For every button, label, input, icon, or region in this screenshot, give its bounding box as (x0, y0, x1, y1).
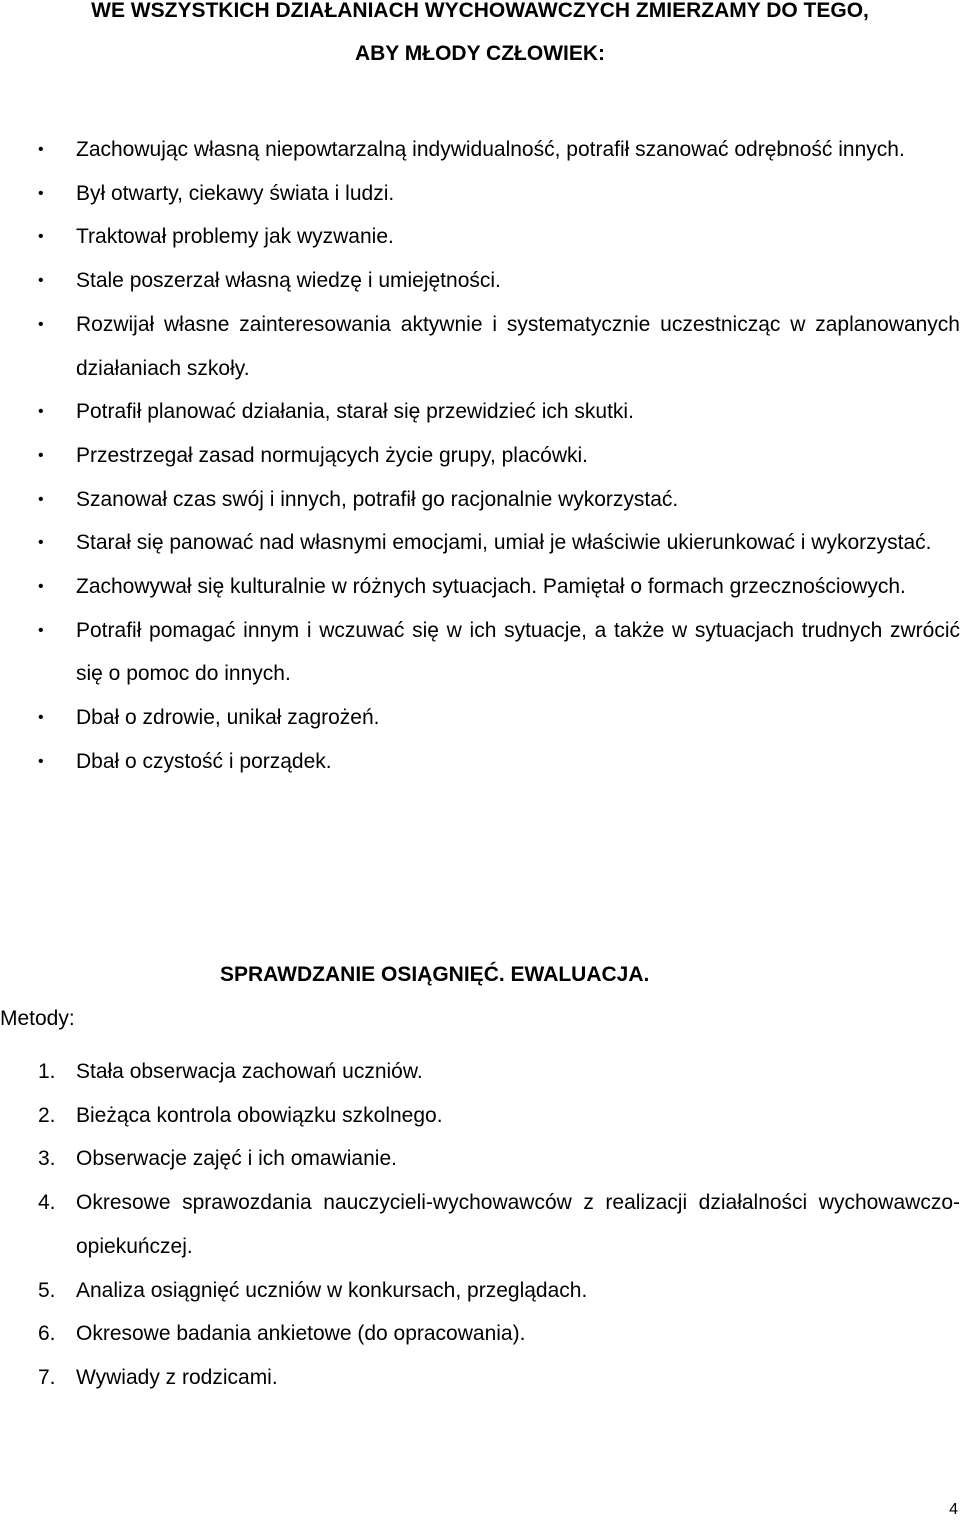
method-text: Okresowe badania ankietowe (do opracowania). (76, 1322, 526, 1346)
behavior-text: Potrafił planować działania, starał się przewidzieć ich skutki. (76, 400, 634, 424)
page-number: 4 (949, 1501, 958, 1518)
behavior-item (0, 303, 960, 390)
method-item (0, 1356, 960, 1400)
behavior-item (0, 740, 960, 784)
bullet-icon: • (38, 752, 44, 770)
behavior-text: Zachowując własną niepowtarzalną indywidualność, potrafił szanować odrębność innych. (76, 138, 905, 161)
behavior-item (0, 434, 960, 478)
behavior-item (0, 259, 960, 303)
behavior-item (0, 128, 960, 172)
method-number: 4. (38, 1191, 56, 1215)
method-item (0, 1269, 960, 1313)
behaviors-list (0, 128, 960, 784)
method-item (0, 1181, 960, 1268)
behavior-item (0, 390, 960, 434)
bullet-icon: • (38, 403, 44, 421)
behavior-text: Rozwijał własne zainteresowania aktywnie i systematycznie uczestnicząc w zaplanowanych działaniach szkoły. (76, 312, 960, 380)
method-number: 7. (38, 1365, 56, 1389)
method-number: 6. (38, 1322, 56, 1346)
method-text: Obserwacje zajęć i ich omawianie. (76, 1147, 397, 1171)
bullet-icon: • (38, 184, 44, 202)
behavior-text: Potrafił pomagać innym i wczuwać się w ich sytuacje, a także w sytuacjach trudnych zwrócić się o pomoc do innych. (76, 618, 960, 686)
behavior-text: Stale poszerzał własną wiedzę i umiejętności. (76, 269, 501, 293)
behavior-item (0, 521, 960, 565)
behavior-item (0, 478, 960, 522)
behavior-text: Dbał o czystość i porządek. (76, 749, 332, 773)
methods-label: Metody: (0, 1007, 75, 1030)
method-text: Analiza osiągnięć uczniów w konkursach, przeglądach. (76, 1278, 588, 1302)
bullet-icon: • (38, 228, 44, 246)
methods-list (0, 1050, 960, 1400)
behavior-item (0, 696, 960, 740)
method-item (0, 1137, 960, 1181)
method-text: Okresowe sprawozdania nauczycieli-wychowawców z realizacji działalności wychowawczo-opiekuńczej. (76, 1191, 960, 1258)
bullet-icon: • (38, 534, 44, 552)
section-title: SPRAWDZANIE OSIĄGNIĘĆ. EWALUACJA. (220, 963, 650, 986)
heading-line-1: WE WSZYSTKICH DZIAŁANIACH WYCHOWAWCZYCH ZMIERZAMY DO TEGO, (91, 0, 869, 22)
bullet-icon: • (38, 446, 44, 464)
method-number: 5. (38, 1278, 56, 1302)
bullet-icon: • (38, 621, 44, 639)
heading-line-2: ABY MŁODY CZŁOWIEK: (354, 42, 606, 65)
behavior-text: Przestrzegał zasad normujących życie grupy, placówki. (76, 443, 588, 467)
bullet-icon: • (38, 141, 44, 158)
method-number: 3. (38, 1147, 56, 1171)
method-number: 2. (38, 1103, 56, 1127)
behavior-text: Starał się panować nad własnymi emocjami, umiał je właściwie ukierunkować i wykorzystać. (76, 531, 932, 555)
method-number: 1. (38, 1060, 56, 1083)
bullet-icon: • (38, 490, 44, 508)
method-item (0, 1094, 960, 1138)
behavior-text: Był otwarty, ciekawy świata i ludzi. (76, 181, 395, 205)
behavior-item (0, 565, 960, 609)
behavior-text: Dbał o zdrowie, unikał zagrożeń. (76, 706, 380, 730)
behavior-text: Zachowywał się kulturalnie w różnych sytuacjach. Pamiętał o formach grzecznościowych. (76, 575, 906, 599)
method-item (0, 1312, 960, 1356)
behavior-item (0, 172, 960, 216)
method-text: Stała obserwacja zachowań uczniów. (76, 1060, 423, 1083)
bullet-icon: • (38, 272, 44, 290)
bullet-icon: • (38, 709, 44, 727)
behavior-text: Szanował czas swój i innych, potrafił go racjonalnie wykorzystać. (76, 487, 679, 511)
method-item (0, 1050, 960, 1094)
bullet-icon: • (38, 315, 44, 333)
method-text: Wywiady z rodzicami. (76, 1365, 278, 1389)
bullet-icon: • (38, 578, 44, 596)
method-text: Bieżąca kontrola obowiązku szkolnego. (76, 1103, 443, 1127)
behavior-item (0, 609, 960, 696)
behavior-text: Traktował problemy jak wyzwanie. (76, 225, 394, 249)
behavior-item (0, 215, 960, 259)
